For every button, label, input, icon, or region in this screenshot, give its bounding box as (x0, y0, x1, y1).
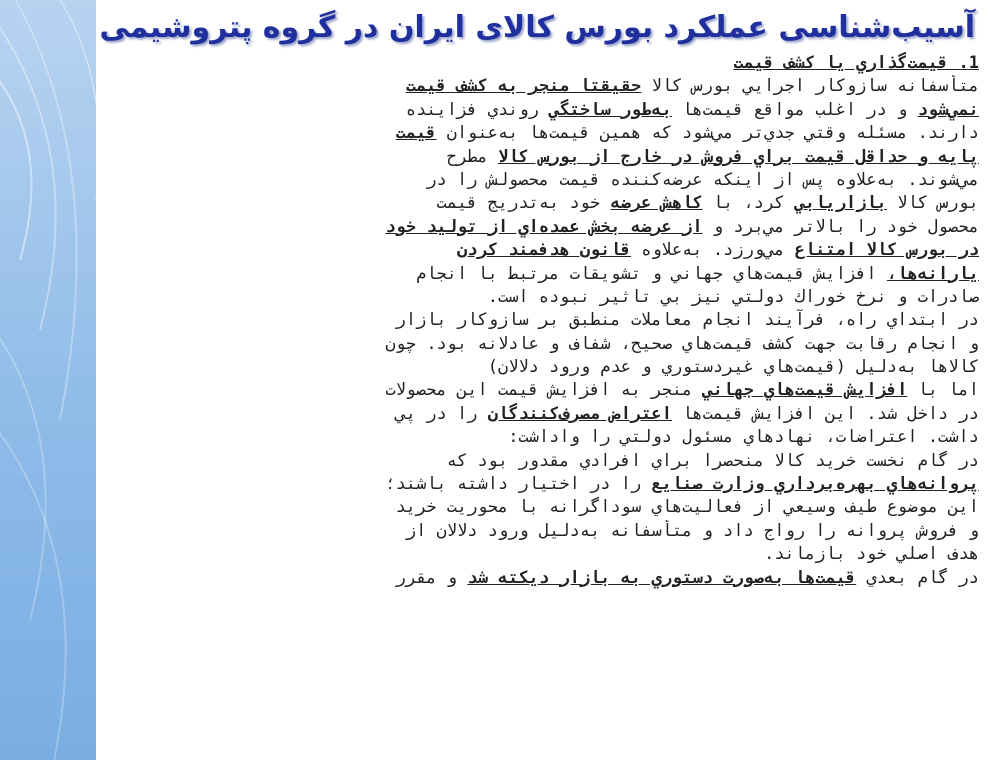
emphasized-phrase: بازاريابي (794, 193, 887, 214)
emphasized-phrase: اعتراض مصرف‌كنندگان (487, 403, 672, 424)
text-line (96, 496, 979, 519)
text-run: و فروش پروانه را رواج داد و متأسفانه به‌دليل ورود دلالان از (405, 520, 979, 541)
text-run: داشت. اعتراضات، نهادهاي مسئول دولتي را واداشت: (508, 427, 979, 448)
text-run: اما با (907, 380, 979, 401)
text-line (96, 309, 979, 332)
slide-content (96, 0, 993, 760)
emphasized-phrase: قيمت‌ها به‌صورت دستوري به بازار ديكته شد (467, 567, 857, 588)
text-run: و مقرر (395, 567, 468, 588)
emphasized-phrase: به‌طور ساختگي (549, 99, 672, 120)
text-run: در گام بعدي (856, 567, 979, 588)
text-line (96, 146, 979, 169)
emphasized-phrase: پايه و حداقل قيمت براي فروش در خارج از بورس كالا (497, 146, 979, 167)
text-line (96, 450, 979, 473)
text-run: دارند. مسئله وقتي جدي‌تر مي‌شود كه همين قيمت‌ها به‌عنوان (436, 123, 979, 144)
emphasized-phrase: قيمت (395, 123, 437, 144)
emphasized-phrase: يارانه‌ها، (886, 263, 979, 284)
text-run: را در پي (395, 403, 488, 424)
text-line (96, 99, 979, 122)
emphasized-phrase: قانون هدفمند كردن (457, 240, 631, 261)
text-run: اين موضوع طيف وسيعي از فعاليت‌هاي سوداگرانه با محوريت خريد (395, 497, 979, 518)
text-line (96, 239, 979, 262)
text-line (96, 567, 979, 590)
text-line (96, 403, 979, 426)
text-line (96, 356, 979, 379)
text-run: افزايش قيمت‌هاي جهاني و تشويقات مرتبط با انجام (416, 263, 887, 284)
text-run: مطرح (446, 146, 498, 167)
text-line (96, 333, 979, 356)
text-line (96, 543, 979, 566)
text-run: و در اغلب مواقع قيمت‌ها (671, 99, 918, 120)
text-run: و انجام رقابت جهت كشف قيمت‌هاي صحيح، شفاف و عادلانه بود. چون (385, 333, 979, 354)
text-line (96, 379, 979, 402)
emphasized-phrase: افزايش قيمت‌هاي جهاني (702, 380, 908, 401)
text-run: مي‌ورزد. به‌علاوه (631, 240, 795, 261)
emphasized-phrase: كاهش عرضه (610, 193, 703, 214)
text-run: محصول خود را بالاتر مي‌برد و (702, 216, 979, 237)
text-run: را در اختيار داشته باشند؛ (385, 474, 652, 495)
text-run: در گام نخست خريد كالا منحصرا براي افرادي مقدور بود كه (446, 450, 979, 471)
emphasized-phrase: نمي‌شود (917, 99, 979, 120)
text-line (96, 426, 979, 449)
emphasized-phrase: در بورس كالا امتناع (794, 240, 979, 261)
text-line (96, 286, 979, 309)
text-line (96, 122, 979, 145)
text-run: كالاها به‌دليل (قيمت‌هاي غيردستوري و عدم ورود دلالان) (487, 357, 979, 378)
text-line (96, 520, 979, 543)
section-heading (96, 52, 979, 75)
emphasized-phrase: پروانه‌هاي بهره‌برداري وزارت صنايع (651, 474, 979, 495)
text-line (96, 473, 979, 496)
text-line (96, 75, 979, 98)
emphasized-phrase: 1. قيمت‌گذاري يا كشف قيمت (733, 53, 979, 73)
text-line (96, 263, 979, 286)
emphasized-phrase: از عرضه بخش عمده‌اي از توليد خود (385, 216, 703, 237)
text-line (96, 169, 979, 192)
text-run: منجر به افزايش قيمت اين محصولات (385, 380, 703, 401)
text-run: در ابتداي راه، فرآيند انجام معاملات منطبق بر سازوكار بازار (395, 310, 979, 331)
text-line (96, 216, 979, 239)
body-text (96, 52, 979, 590)
decorative-side-panel (0, 0, 96, 760)
text-run: روندي فزاينده (405, 99, 550, 120)
text-run: مي‌شوند. به‌علاوه پس از اينكه عرضه‌كننده قيمت محصولش را در (426, 169, 979, 190)
text-run: كرد، با (702, 193, 795, 214)
text-line (96, 192, 979, 215)
text-run: هدف اصلي خود بازماند. (764, 544, 979, 565)
slide-title: آسیب‌شناسی عملکرد بورس کالای ایران در گروه پتروشیمی (99, 10, 975, 45)
text-run: صادرات و نرخ خوراك دولتي نيز بي تاثير نبوده است. (487, 286, 979, 307)
text-run: در داخل شد. اين افزايش قيمت‌ها (671, 403, 979, 424)
text-run: خود به‌تدريج قيمت (436, 193, 611, 214)
emphasized-phrase: حقيقتا منجر به كشف قيمت (405, 76, 642, 97)
text-run: بورس كالا (886, 193, 979, 214)
text-run: متأسفانه سازوكار اجرايي بورس كالا (641, 76, 979, 97)
decorative-curves (0, 0, 96, 760)
